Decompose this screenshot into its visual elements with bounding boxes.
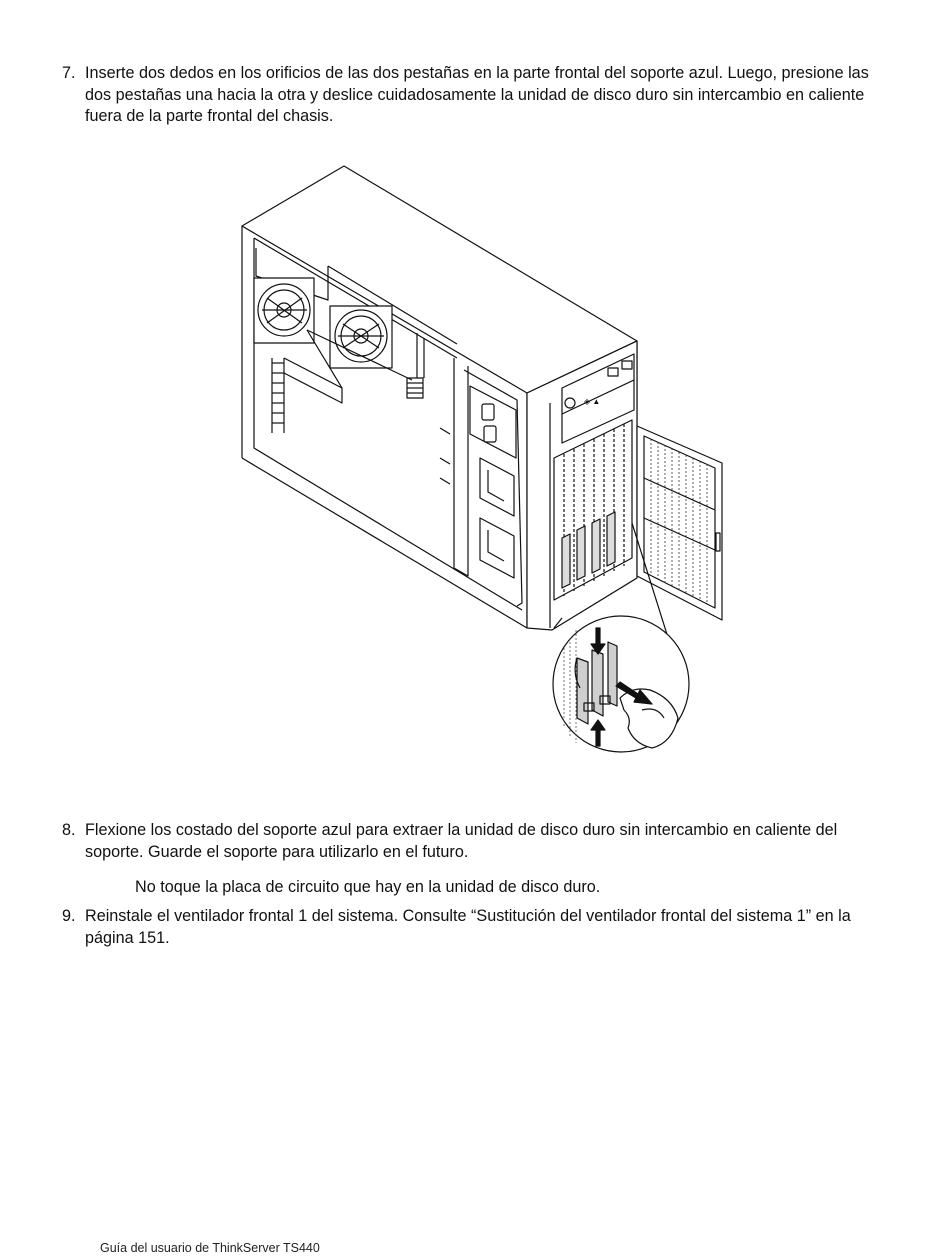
step-number: 8.: [62, 821, 76, 839]
step-7: [62, 63, 882, 128]
detail-zoom-circle: [553, 616, 689, 752]
drive-cage: [440, 358, 522, 606]
heatsink-icon: [407, 333, 424, 398]
step-number: 7.: [62, 64, 76, 82]
page-footer: Guía del usuario de ThinkServer TS440: [100, 1241, 320, 1255]
svg-text:◈ ▲: ◈ ▲: [584, 397, 601, 406]
fan-icon: [254, 278, 314, 343]
front-door: [637, 426, 722, 620]
step-9: [62, 906, 882, 949]
server-chassis-illustration: [232, 158, 732, 758]
fan-icon: [330, 306, 392, 368]
note-text: No toque la placa de circuito que hay en la unidad de disco duro.: [135, 878, 601, 896]
step-8: [62, 820, 882, 863]
step-text: Inserte dos dedos en los orificios de las dos pestañas en la parte frontal del soporte azul. Luego, presione las dos pestañas una hacia la otra y deslice cuidadosamente la unidad de disco duro sin intercambio en caliente fuera de la parte frontal del chasis.: [85, 64, 869, 125]
step-number: 9.: [62, 907, 76, 925]
step-text: Reinstale el ventilador frontal 1 del sistema. Consulte “Sustitución del ventilador frontal del sistema 1” en la página 151.: [85, 907, 851, 947]
step-text: Flexione los costado del soporte azul para extraer la unidad de disco duro sin intercambio en caliente del soporte. Guarde el soporte para utilizarlo en el futuro.: [85, 821, 838, 861]
